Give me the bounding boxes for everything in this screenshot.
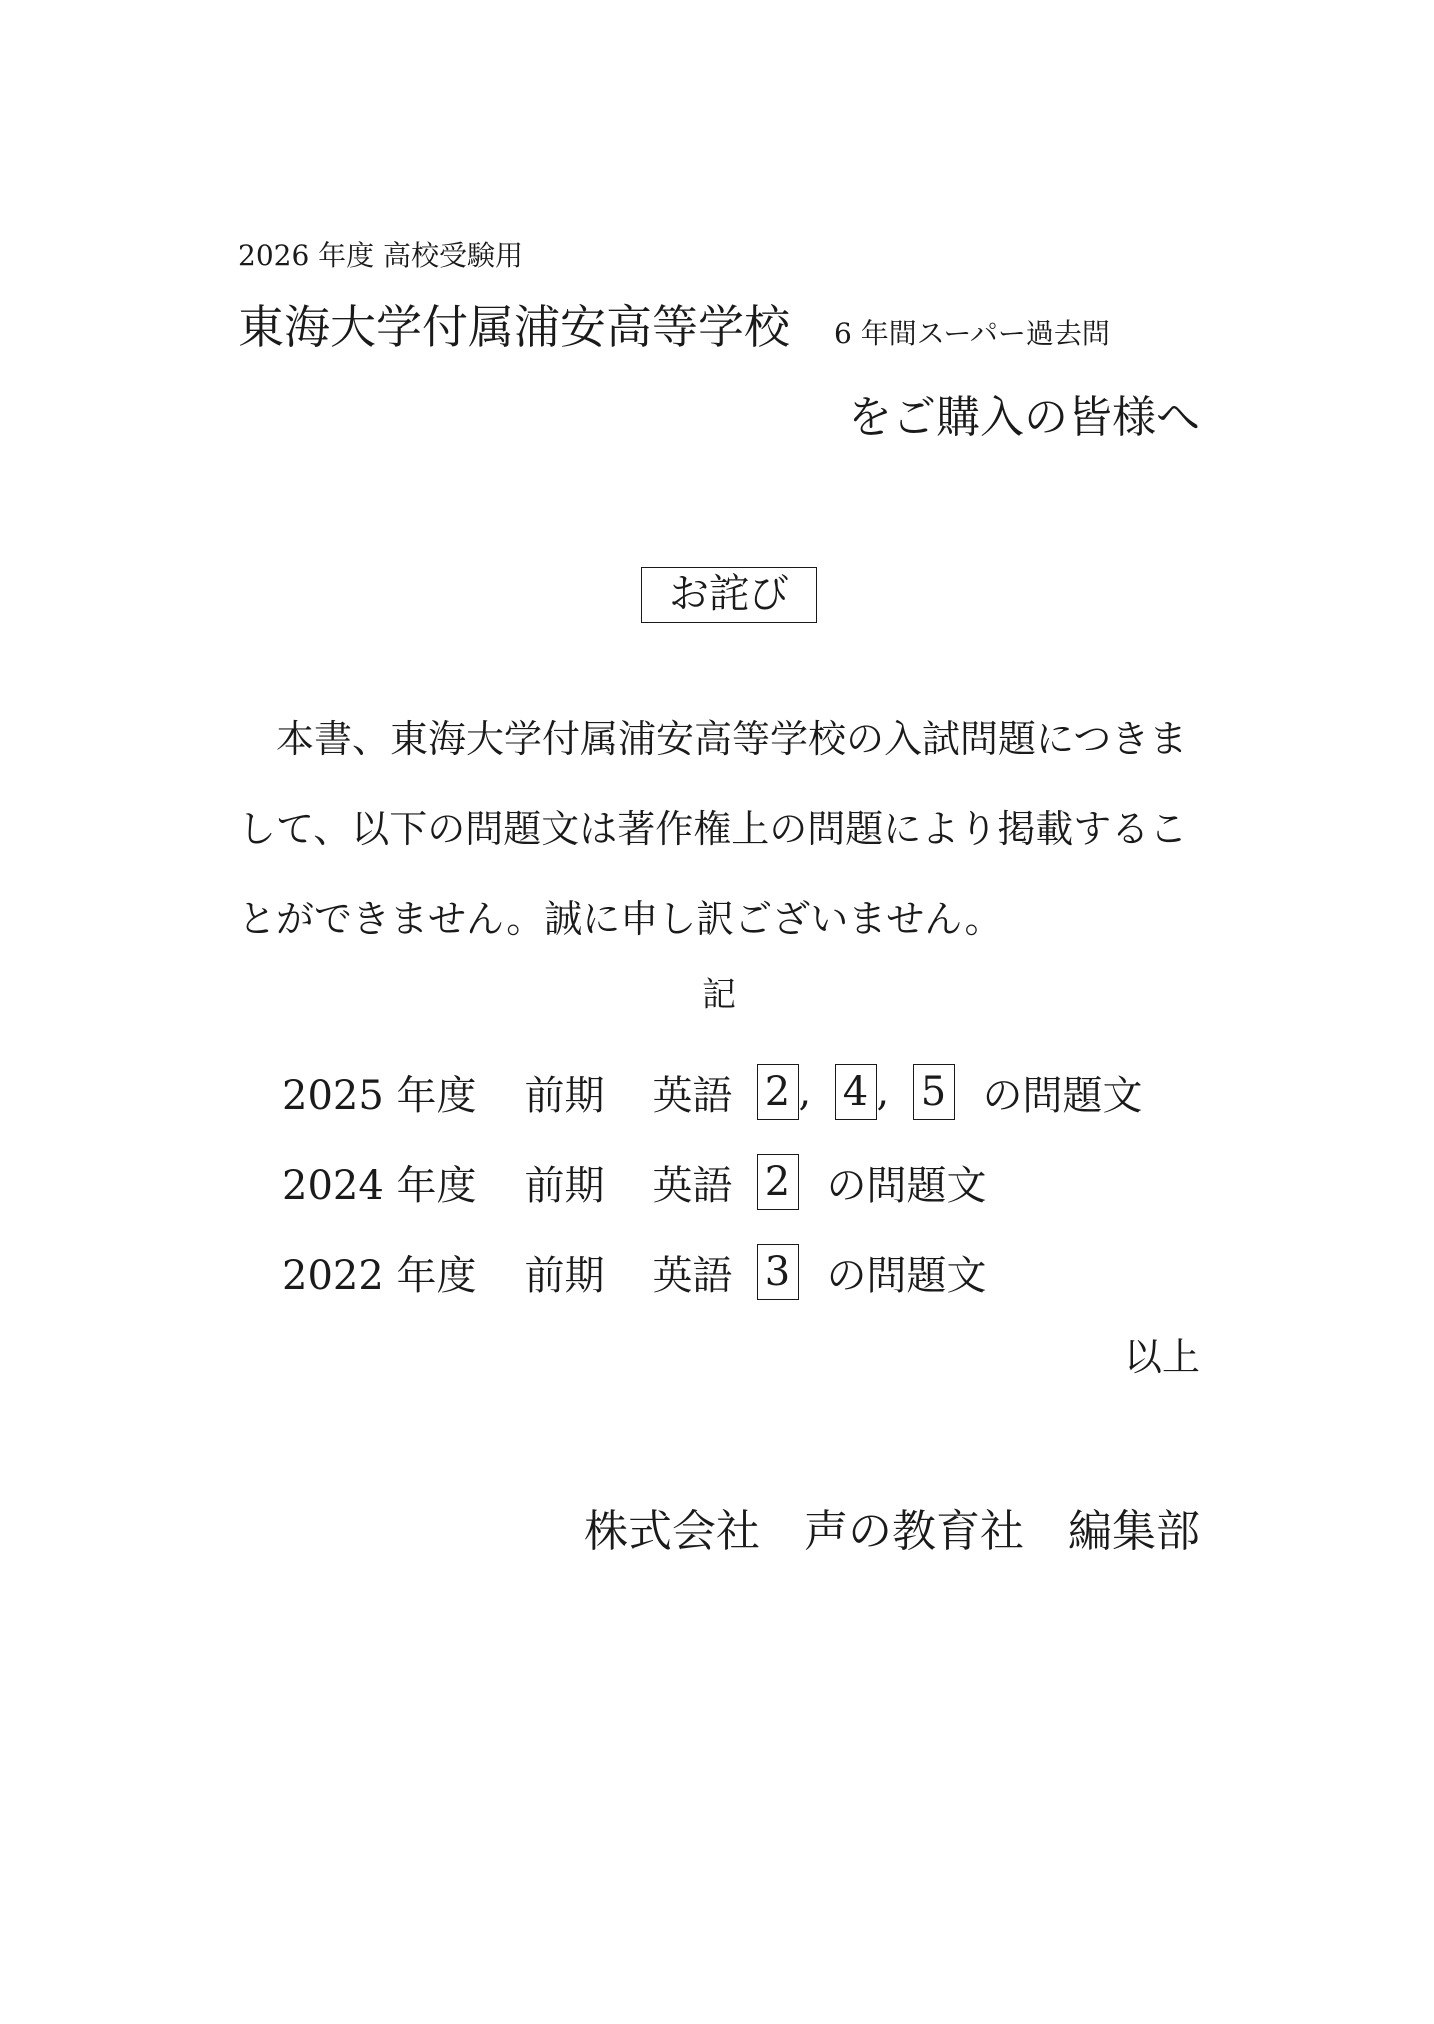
item-suffix: の問題文 bbox=[982, 1072, 1143, 1119]
item-term: 前期 bbox=[524, 1252, 605, 1299]
apology-heading: お詫び bbox=[641, 567, 817, 623]
title-line bbox=[238, 298, 1110, 356]
question-number-box: 2 bbox=[757, 1154, 799, 1210]
addressee-line: をご購入の皆様へ bbox=[848, 392, 1200, 443]
body-line: して、以下の問題文は著作権上の問題により掲載するこ bbox=[238, 807, 1188, 851]
question-number-box: 3 bbox=[757, 1244, 799, 1300]
item-subject: 英語 bbox=[652, 1072, 733, 1119]
item-suffix: の問題文 bbox=[826, 1162, 987, 1209]
item-subject: 英語 bbox=[652, 1162, 733, 1209]
item-term: 前期 bbox=[524, 1162, 605, 1209]
omitted-item-2025 bbox=[282, 1060, 1143, 1124]
item-subject: 英語 bbox=[652, 1252, 733, 1299]
body-line: とができません。誠に申し訳ございません。 bbox=[238, 897, 1003, 941]
item-suffix: の問題文 bbox=[826, 1252, 987, 1299]
school-name: 東海大学付属浦安高等学校 bbox=[238, 300, 790, 354]
edition-year-line: 2026 年度 高校受験用 bbox=[238, 239, 524, 272]
question-number-box: 5 bbox=[913, 1064, 955, 1120]
item-year: 2022 年度 bbox=[282, 1252, 477, 1299]
ki-mark: 記 bbox=[702, 975, 736, 1015]
body-line: 本書、東海大学付属浦安高等学校の入試問題につきま bbox=[238, 717, 1188, 761]
omitted-item-2022 bbox=[282, 1240, 987, 1304]
series-name: 6 年間スーパー過去問 bbox=[834, 317, 1110, 350]
item-term: 前期 bbox=[524, 1072, 605, 1119]
comma-separator: , bbox=[798, 1069, 812, 1115]
item-year: 2025 年度 bbox=[282, 1072, 477, 1119]
publisher-signature: 株式会社 声の教育社 編集部 bbox=[584, 1506, 1200, 1557]
omitted-item-2024 bbox=[282, 1150, 987, 1214]
comma-separator: , bbox=[876, 1069, 890, 1115]
question-number-box: 2 bbox=[757, 1064, 799, 1120]
question-number-box: 4 bbox=[835, 1064, 877, 1120]
item-year: 2024 年度 bbox=[282, 1162, 477, 1209]
closing-mark: 以上 bbox=[1123, 1335, 1200, 1379]
apology-body bbox=[238, 694, 1200, 964]
